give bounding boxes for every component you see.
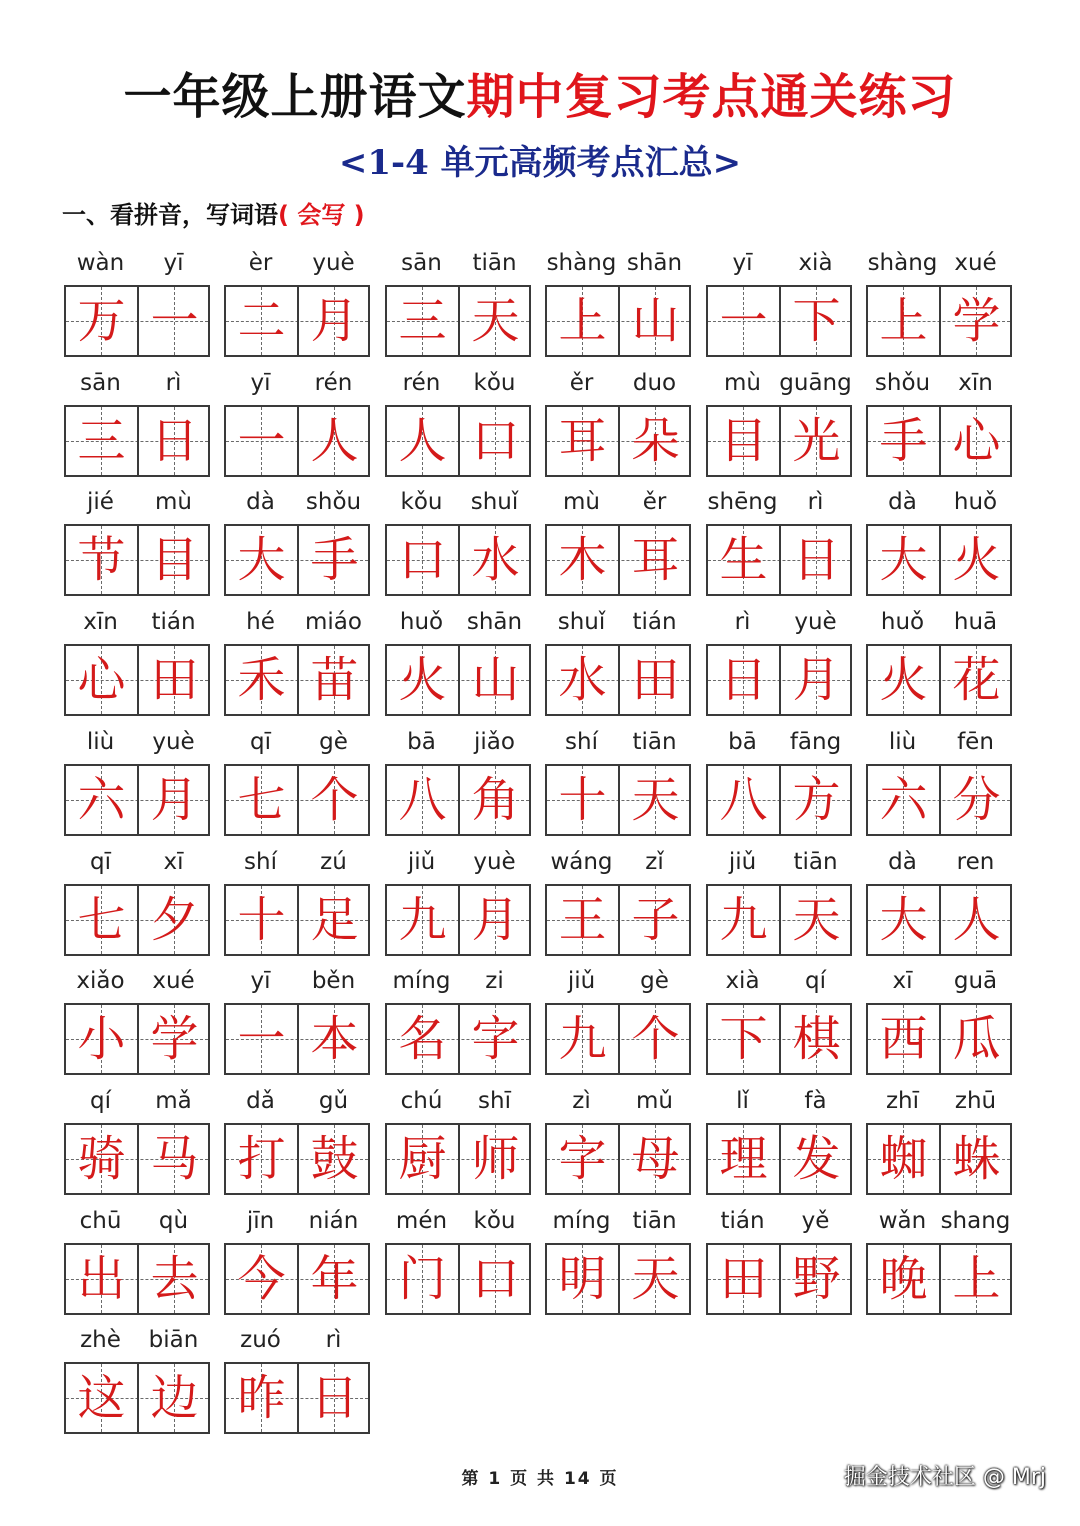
pinyin-label: jiǎo: [474, 729, 515, 755]
hanzi-character: 七: [77, 892, 126, 948]
hanzi-character: 年: [310, 1251, 359, 1307]
tianzige-box: [545, 1123, 691, 1195]
word-cell: [866, 1203, 1012, 1401]
pinyin-label: fāng: [789, 729, 842, 755]
pinyin-label: shí: [565, 729, 598, 755]
hanzi-character: 大: [237, 532, 286, 588]
pinyin-label: zì: [572, 1088, 591, 1114]
pinyin-label: tiān: [472, 250, 517, 276]
hanzi-character: 山: [471, 652, 520, 708]
tianzige-box: [385, 764, 531, 836]
tianzige-box: [706, 285, 852, 357]
hanzi-character: 田: [150, 652, 199, 708]
hanzi-character: 门: [398, 1251, 447, 1307]
hanzi-character: 口: [471, 413, 520, 469]
pinyin-label: chū: [79, 1208, 122, 1234]
hanzi-character: 蛛: [952, 1131, 1001, 1187]
tianzige-box: [385, 405, 531, 477]
hanzi-character: 个: [631, 1011, 680, 1067]
word-cell: [706, 1203, 852, 1401]
pinyin-label: kǒu: [400, 489, 443, 515]
pinyin-label: liù: [888, 729, 917, 755]
pinyin-label: shàng: [546, 250, 617, 276]
pinyin-label: wáng: [550, 849, 613, 875]
pinyin-label: shān: [466, 609, 523, 635]
hanzi-character: 六: [879, 772, 928, 828]
pinyin-label: miáo: [305, 609, 362, 635]
hanzi-character: 理: [719, 1131, 768, 1187]
hanzi-character: 三: [398, 293, 447, 349]
pinyin-label: huā: [953, 609, 998, 635]
hanzi-character: 八: [398, 772, 447, 828]
pinyin-label: mù: [724, 370, 761, 396]
pinyin-label: shí: [244, 849, 277, 875]
tianzige-box: [866, 1123, 1012, 1195]
tianzige-box: [545, 1243, 691, 1315]
pinyin-label: huǒ: [399, 609, 444, 635]
pinyin-label: dà: [888, 489, 917, 515]
pinyin-label: rén: [402, 370, 441, 396]
pinyin-label: huǒ: [880, 609, 925, 635]
pinyin-label: huǒ: [953, 489, 998, 515]
hanzi-character: 手: [879, 413, 928, 469]
pinyin-label: shēng: [707, 489, 778, 515]
hanzi-character: 骑: [77, 1131, 126, 1187]
pinyin-label: qí: [90, 1088, 111, 1114]
pinyin-label: dǎ: [246, 1088, 275, 1114]
pinyin-label: tián: [720, 1208, 765, 1234]
title-red-part: 期中复习考点通关练习: [466, 69, 957, 125]
hanzi-character: 棋: [792, 1011, 841, 1067]
pinyin-label: rì: [165, 370, 182, 396]
pinyin-label: qí: [805, 968, 826, 994]
tianzige-box: [64, 1243, 210, 1315]
hanzi-character: 口: [398, 532, 447, 588]
hanzi-character: 火: [398, 652, 447, 708]
pinyin-label: kǒu: [473, 1208, 516, 1234]
hanzi-character: 心: [77, 652, 126, 708]
pinyin-label: mù: [563, 489, 600, 515]
hanzi-character: 九: [558, 1011, 607, 1067]
hanzi-character: 母: [631, 1131, 680, 1187]
pinyin-label: mù: [155, 489, 192, 515]
pinyin-label: xī: [892, 968, 913, 994]
tianzige-box: [385, 1123, 531, 1195]
tianzige-box: [64, 1362, 210, 1434]
pinyin-label: jīn: [246, 1208, 275, 1234]
page-subtitle: <1-4 单元高频考点汇总>: [338, 143, 742, 183]
tianzige-box: [866, 1243, 1012, 1315]
pinyin-label: dà: [246, 489, 275, 515]
hanzi-character: 今: [237, 1251, 286, 1307]
hanzi-character: 手: [310, 532, 359, 588]
tianzige-box: [706, 405, 852, 477]
pinyin-label: jiǔ: [407, 849, 436, 875]
hanzi-character: 目: [150, 532, 199, 588]
pinyin-label: èr: [248, 250, 273, 276]
pinyin-label: rén: [314, 370, 353, 396]
pinyin-label: rì: [807, 489, 824, 515]
pinyin-label: yuè: [312, 250, 355, 276]
hanzi-character: 月: [310, 293, 359, 349]
pinyin-label: jiǔ: [728, 849, 757, 875]
pinyin-label: běn: [311, 968, 356, 994]
pinyin-label: míng: [392, 968, 451, 994]
hanzi-character: 蜘: [879, 1131, 928, 1187]
hanzi-character: 昨: [237, 1370, 286, 1426]
pinyin-label: liù: [86, 729, 115, 755]
hanzi-character: 字: [558, 1131, 607, 1187]
pinyin-label: gè: [640, 968, 669, 994]
hanzi-character: 一: [237, 413, 286, 469]
pinyin-label: wǎn: [878, 1208, 927, 1234]
tianzige-box: [385, 1003, 531, 1075]
hanzi-character: 生: [719, 532, 768, 588]
pinyin-label: biān: [148, 1327, 199, 1353]
pinyin-label: ěr: [569, 370, 594, 396]
hanzi-character: 师: [471, 1131, 520, 1187]
pinyin-label: rì: [734, 609, 751, 635]
hanzi-character: 王: [558, 892, 607, 948]
hanzi-character: 上: [879, 293, 928, 349]
tianzige-box: [545, 524, 691, 596]
tianzige-box: [224, 1123, 370, 1195]
hanzi-character: 九: [719, 892, 768, 948]
pinyin-label: fēn: [957, 729, 994, 755]
pinyin-label: gè: [319, 729, 348, 755]
pinyin-label: qù: [158, 1208, 189, 1234]
tianzige-box: [866, 644, 1012, 716]
pinyin-label: mǎ: [155, 1088, 192, 1114]
hanzi-character: 鼓: [310, 1131, 359, 1187]
pinyin-label: duo: [632, 370, 677, 396]
hanzi-character: 水: [471, 532, 520, 588]
hanzi-character: 月: [792, 652, 841, 708]
tianzige-box: [224, 1362, 370, 1434]
tianzige-box: [545, 405, 691, 477]
tianzige-box: [866, 405, 1012, 477]
pinyin-label: shuǐ: [557, 609, 606, 635]
pinyin-label: yī: [732, 250, 753, 276]
hanzi-character: 田: [719, 1251, 768, 1307]
pinyin-label: zhè: [80, 1327, 121, 1353]
hanzi-character: 目: [719, 413, 768, 469]
hanzi-character: 光: [792, 413, 841, 469]
hanzi-character: 方: [792, 772, 841, 828]
pinyin-label: shǒu: [874, 370, 931, 396]
pinyin-label: tiān: [632, 729, 677, 755]
tianzige-box: [224, 405, 370, 477]
hanzi-character: 个: [310, 772, 359, 828]
tianzige-box: [224, 644, 370, 716]
hanzi-character: 这: [77, 1370, 126, 1426]
pinyin-label: xiǎo: [76, 968, 125, 994]
tianzige-box: [64, 405, 210, 477]
tianzige-box: [866, 764, 1012, 836]
tianzige-box: [385, 1243, 531, 1315]
hanzi-character: 朵: [631, 413, 680, 469]
tianzige-box: [64, 1003, 210, 1075]
tianzige-box: [385, 524, 531, 596]
section-tag: ( 会写 ): [278, 201, 365, 229]
hanzi-character: 苗: [310, 652, 359, 708]
hanzi-character: 小: [77, 1011, 126, 1067]
pinyin-label: yī: [250, 968, 271, 994]
pinyin-label: xīn: [83, 609, 118, 635]
pinyin-label: bā: [728, 729, 757, 755]
pinyin-label: guā: [953, 968, 998, 994]
pinyin-label: mén: [395, 1208, 448, 1234]
tianzige-box: [545, 884, 691, 956]
hanzi-character: 字: [471, 1011, 520, 1067]
pinyin-label: yī: [163, 250, 184, 276]
pinyin-label: jiǔ: [567, 968, 596, 994]
pinyin-label: shàng: [867, 250, 938, 276]
tianzige-box: [64, 285, 210, 357]
pinyin-label: qī: [90, 849, 111, 875]
hanzi-character: 夕: [150, 892, 199, 948]
pinyin-label: yuè: [473, 849, 516, 875]
pinyin-label: tián: [632, 609, 677, 635]
tianzige-box: [224, 764, 370, 836]
hanzi-character: 日: [310, 1370, 359, 1426]
hanzi-character: 月: [150, 772, 199, 828]
pinyin-label: shān: [626, 250, 683, 276]
tianzige-box: [706, 1003, 852, 1075]
tianzige-box: [64, 884, 210, 956]
pinyin-label: sān: [80, 370, 121, 396]
hanzi-character: 山: [631, 293, 680, 349]
hanzi-character: 火: [879, 652, 928, 708]
tianzige-box: [866, 1003, 1012, 1075]
pinyin-label: xué: [152, 968, 195, 994]
pinyin-label: gǔ: [318, 1088, 349, 1114]
hanzi-character: 大: [879, 892, 928, 948]
hanzi-character: 人: [952, 892, 1001, 948]
hanzi-character: 耳: [558, 413, 607, 469]
hanzi-character: 天: [471, 293, 520, 349]
tianzige-box: [224, 884, 370, 956]
tianzige-box: [64, 1123, 210, 1195]
tianzige-box: [64, 764, 210, 836]
pinyin-label: míng: [552, 1208, 611, 1234]
hanzi-character: 子: [631, 892, 680, 948]
hanzi-character: 人: [310, 413, 359, 469]
hanzi-character: 三: [77, 413, 126, 469]
pinyin-label: chú: [400, 1088, 443, 1114]
hanzi-character: 明: [558, 1251, 607, 1307]
pinyin-label: lǐ: [736, 1088, 749, 1114]
tianzige-box: [706, 1123, 852, 1195]
pinyin-label: zuó: [240, 1327, 281, 1353]
hanzi-character: 心: [952, 413, 1001, 469]
hanzi-character: 瓜: [952, 1011, 1001, 1067]
tianzige-box: [866, 285, 1012, 357]
hanzi-character: 日: [792, 532, 841, 588]
pinyin-label: shī: [478, 1088, 511, 1114]
hanzi-character: 学: [150, 1011, 199, 1067]
pinyin-label: tiān: [793, 849, 838, 875]
tianzige-box: [706, 644, 852, 716]
page-number: 第 1 页 共 14 页: [461, 1469, 619, 1489]
tianzige-box: [706, 764, 852, 836]
hanzi-character: 二: [237, 293, 286, 349]
hanzi-character: 上: [952, 1251, 1001, 1307]
hanzi-character: 上: [558, 293, 607, 349]
pinyin-label: zú: [320, 849, 347, 875]
pinyin-label: hé: [246, 609, 275, 635]
hanzi-character: 发: [792, 1131, 841, 1187]
pinyin-label: wàn: [76, 250, 125, 276]
hanzi-character: 本: [310, 1011, 359, 1067]
hanzi-character: 田: [631, 652, 680, 708]
pinyin-label: zǐ: [645, 849, 664, 875]
hanzi-character: 下: [719, 1011, 768, 1067]
hanzi-character: 晚: [879, 1251, 928, 1307]
tianzige-box: [224, 1243, 370, 1315]
tianzige-box: [385, 285, 531, 357]
hanzi-character: 月: [471, 892, 520, 948]
word-cell: [545, 1203, 691, 1401]
hanzi-character: 一: [719, 293, 768, 349]
hanzi-character: 西: [879, 1011, 928, 1067]
tianzige-box: [224, 1003, 370, 1075]
pinyin-label: sān: [401, 250, 442, 276]
hanzi-character: 火: [952, 532, 1001, 588]
tianzige-box: [545, 644, 691, 716]
tianzige-box: [224, 524, 370, 596]
pinyin-label: xué: [954, 250, 997, 276]
pinyin-label: tiān: [632, 1208, 677, 1234]
hanzi-character: 十: [558, 772, 607, 828]
pinyin-label: xià: [798, 250, 833, 276]
pinyin-label: zhū: [954, 1088, 997, 1114]
hanzi-character: 人: [398, 413, 447, 469]
hanzi-character: 七: [237, 772, 286, 828]
hanzi-character: 角: [471, 772, 520, 828]
pinyin-label: shǒu: [305, 489, 362, 515]
hanzi-character: 日: [150, 413, 199, 469]
hanzi-character: 天: [631, 772, 680, 828]
hanzi-character: 足: [310, 892, 359, 948]
pinyin-label: mǔ: [636, 1088, 673, 1114]
hanzi-character: 学: [952, 293, 1001, 349]
watermark: 掘金技术社区 @ Mrj: [843, 1465, 1046, 1490]
pinyin-label: yuè: [152, 729, 195, 755]
tianzige-box: [224, 285, 370, 357]
hanzi-character: 厨: [398, 1131, 447, 1187]
hanzi-character: 去: [150, 1251, 199, 1307]
pinyin-label: bā: [407, 729, 436, 755]
hanzi-character: 一: [237, 1011, 286, 1067]
hanzi-character: 六: [77, 772, 126, 828]
tianzige-box: [385, 884, 531, 956]
pinyin-label: yī: [250, 370, 271, 396]
tianzige-box: [545, 1003, 691, 1075]
pinyin-label: zi: [485, 968, 504, 994]
pinyin-label: nián: [308, 1208, 359, 1234]
pinyin-label: shuǐ: [470, 489, 519, 515]
hanzi-character: 耳: [631, 532, 680, 588]
tianzige-box: [545, 285, 691, 357]
pinyin-label: tián: [151, 609, 196, 635]
tianzige-box: [64, 644, 210, 716]
tianzige-box: [706, 1243, 852, 1315]
hanzi-character: 节: [77, 532, 126, 588]
tianzige-box: [64, 524, 210, 596]
hanzi-character: 木: [558, 532, 607, 588]
pinyin-label: dà: [888, 849, 917, 875]
pinyin-label: xī: [163, 849, 184, 875]
pinyin-label: guāng: [779, 370, 852, 396]
hanzi-character: 花: [952, 652, 1001, 708]
hanzi-character: 九: [398, 892, 447, 948]
tianzige-box: [706, 884, 852, 956]
pinyin-label: kǒu: [473, 370, 516, 396]
pinyin-label: zhī: [885, 1088, 920, 1114]
tianzige-box: [866, 524, 1012, 596]
hanzi-character: 野: [792, 1251, 841, 1307]
pinyin-label: fà: [804, 1088, 827, 1114]
pinyin-label: yě: [801, 1208, 830, 1234]
pinyin-label: ren: [956, 849, 995, 875]
pinyin-label: ěr: [642, 489, 667, 515]
hanzi-character: 日: [719, 652, 768, 708]
hanzi-character: 出: [77, 1251, 126, 1307]
tianzige-box: [385, 644, 531, 716]
pinyin-label: qī: [250, 729, 271, 755]
hanzi-character: 水: [558, 652, 607, 708]
pinyin-label: jié: [87, 489, 114, 515]
tianzige-box: [706, 524, 852, 596]
hanzi-character: 十: [237, 892, 286, 948]
hanzi-character: 名: [398, 1011, 447, 1067]
hanzi-character: 大: [879, 532, 928, 588]
hanzi-character: 分: [952, 772, 1001, 828]
hanzi-character: 天: [792, 892, 841, 948]
pinyin-label: xīn: [958, 370, 993, 396]
hanzi-character: 天: [631, 1251, 680, 1307]
hanzi-character: 一: [150, 293, 199, 349]
tianzige-box: [866, 884, 1012, 956]
pinyin-label: xià: [725, 968, 760, 994]
word-cell: [385, 1203, 531, 1401]
hanzi-character: 马: [150, 1131, 199, 1187]
hanzi-character: 禾: [237, 652, 286, 708]
tianzige-box: [545, 764, 691, 836]
title-black-part: 一年级上册语文: [123, 69, 467, 125]
hanzi-character: 下: [792, 293, 841, 349]
hanzi-character: 打: [237, 1131, 286, 1187]
pinyin-label: rì: [325, 1327, 342, 1353]
hanzi-character: 万: [77, 293, 126, 349]
pinyin-label: yuè: [794, 609, 837, 635]
pinyin-label: shang: [940, 1208, 1011, 1234]
hanzi-character: 边: [150, 1370, 199, 1426]
hanzi-character: 八: [719, 772, 768, 828]
hanzi-character: 口: [471, 1251, 520, 1307]
section-title-text: 一、看拼音，写词语: [62, 201, 278, 229]
